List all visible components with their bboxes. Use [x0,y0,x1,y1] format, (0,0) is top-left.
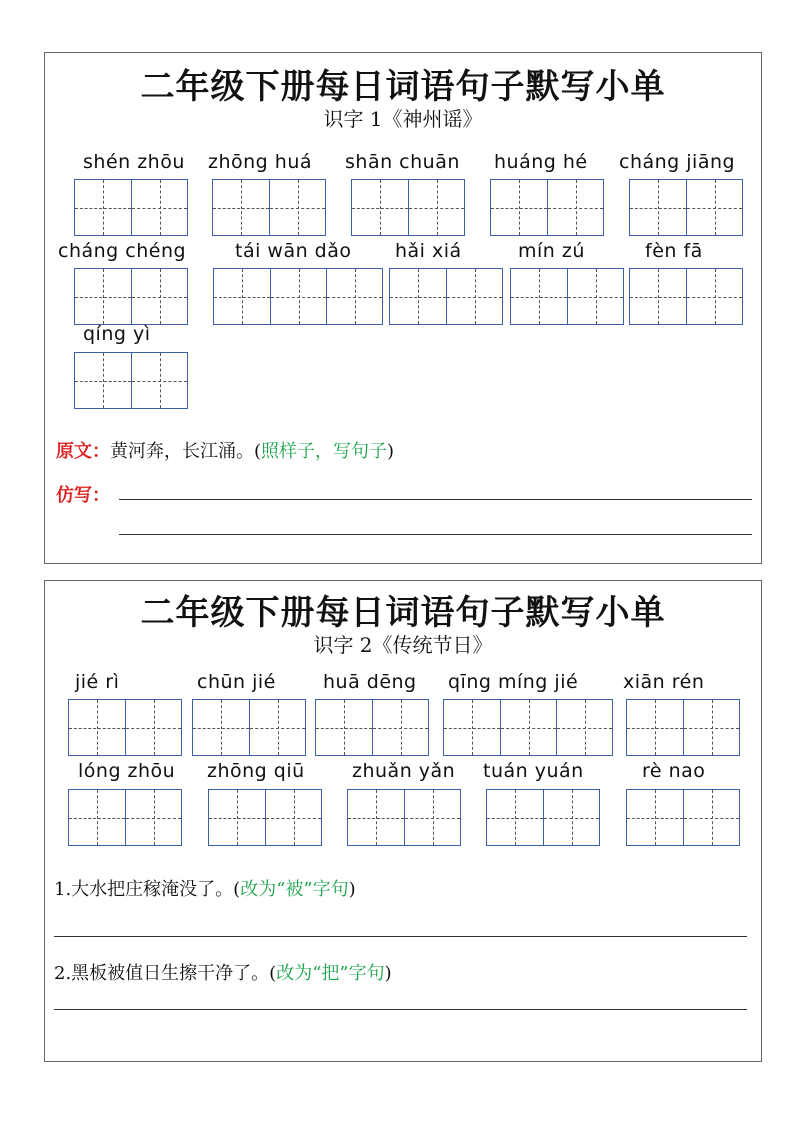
close-paren: ) [348,879,356,900]
card2-title: 二年级下册每日词语句子默写小单 [140,593,666,633]
writing-grid[interactable] [443,699,613,756]
instruction-hint: 改为“被”字句 [240,879,349,900]
writing-grid[interactable] [490,179,604,236]
pinyin-label: zhōng huá [208,151,313,173]
answer-line[interactable] [54,1009,747,1010]
answer-line[interactable] [119,534,752,535]
imitate-label: 仿写： [56,485,110,506]
writing-grid[interactable] [74,352,188,409]
writing-grid[interactable] [629,268,743,325]
pinyin-label: huā dēng [323,671,417,693]
writing-grid[interactable] [629,179,743,236]
pinyin-label: tuán yuán [483,760,584,782]
original-text: 黄河奔，长江涌。( [110,441,262,462]
pinyin-label: qīng míng jié [448,671,579,693]
writing-grid[interactable] [389,268,503,325]
writing-grid[interactable] [74,268,188,325]
pinyin-label: jié rì [75,671,120,693]
card1-title: 二年级下册每日词语句子默写小单 [140,67,666,107]
pinyin-label: rè nao [642,760,706,782]
writing-grid[interactable] [192,699,306,756]
worksheet-card-1 [44,52,762,564]
pinyin-label: fèn fā [645,240,703,262]
instruction-hint: 照样子，写句子 [261,441,388,462]
instruction-hint: 改为“把”字句 [276,963,385,984]
worksheet-card-2 [44,580,762,1062]
writing-grid[interactable] [68,699,182,756]
card2-subtitle: 识字 2《传统节日》 [313,633,493,657]
writing-grid[interactable] [351,179,465,236]
pinyin-label: cháng chéng [58,240,187,262]
writing-grid[interactable] [510,268,624,325]
writing-grid[interactable] [212,179,326,236]
answer-line[interactable] [54,936,747,937]
pinyin-label: zhōng qiū [207,760,305,782]
answer-line[interactable] [119,499,752,500]
writing-grid[interactable] [347,789,461,846]
writing-grid[interactable] [208,789,322,846]
question-2-text: 2.黑板被值日生擦干净了。( [54,963,277,984]
original-label: 原文： [56,441,110,462]
close-paren: ) [387,441,395,462]
writing-grid[interactable] [68,789,182,846]
writing-grid[interactable] [626,699,740,756]
close-paren: ) [384,963,392,984]
writing-grid[interactable] [486,789,600,846]
pinyin-label: lóng zhōu [78,760,176,782]
question-2 [54,959,392,985]
pinyin-label: xiān rén [623,671,705,693]
pinyin-label: cháng jiāng [619,151,736,173]
pinyin-label: zhuǎn yǎn [352,760,456,782]
original-sentence [56,437,394,463]
pinyin-label: hǎi xiá [395,240,462,262]
pinyin-label: chūn jié [197,671,276,693]
writing-grid[interactable] [315,699,429,756]
question-1 [54,875,356,901]
question-1-text: 1.大水把庄稼淹没了。( [54,879,241,900]
pinyin-label: huáng hé [494,151,588,173]
pinyin-label: tái wān dǎo [235,240,352,262]
writing-grid[interactable] [74,179,188,236]
writing-grid[interactable] [626,789,740,846]
pinyin-label: qíng yì [83,323,151,345]
pinyin-label: mín zú [518,240,585,262]
pinyin-label: shān chuān [345,151,460,173]
writing-grid[interactable] [213,268,383,325]
pinyin-label: shén zhōu [83,151,185,173]
card1-subtitle: 识字 1《神州谣》 [323,107,483,131]
